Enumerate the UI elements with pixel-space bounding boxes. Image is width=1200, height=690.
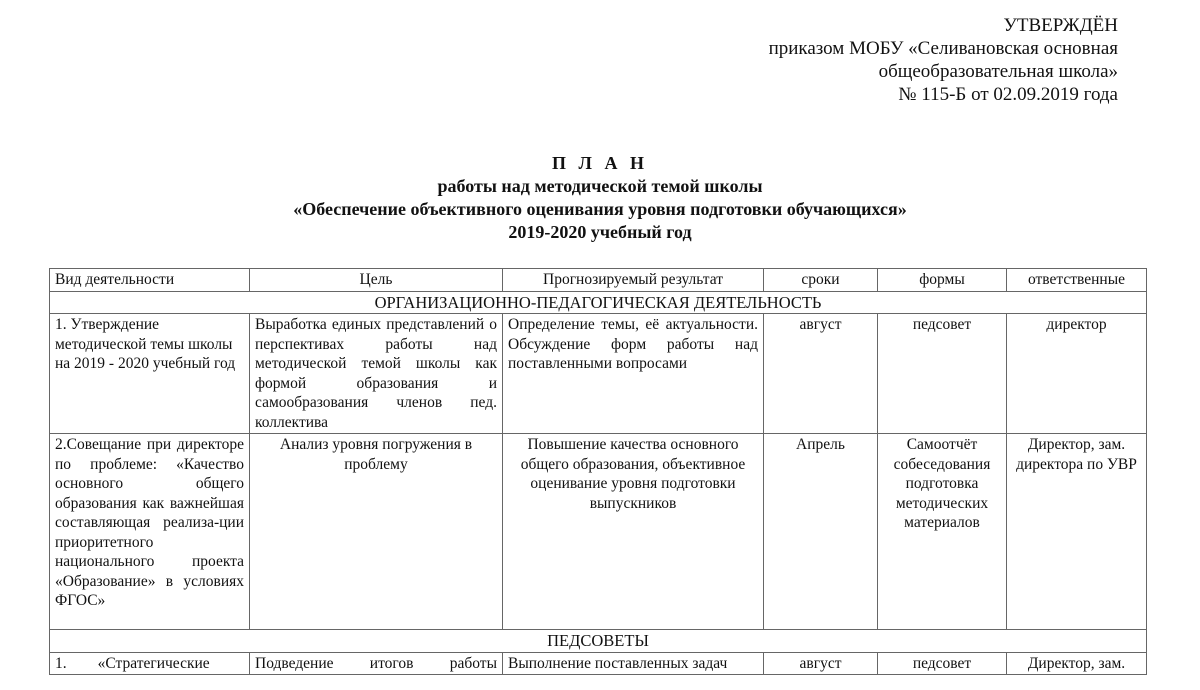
cell-goal: Анализ уровня погружения в проблему <box>250 434 503 630</box>
title-theme: «Обеспечение объективного оценивания уровня подготовки обучающихся» <box>293 199 907 219</box>
cell-responsible: директор <box>1007 314 1147 434</box>
approval-line-3: общеобразовательная школа» <box>878 61 1118 82</box>
title-plan: П Л А Н <box>552 153 648 173</box>
section-row <box>50 630 1147 653</box>
cell-term: Апрель <box>764 434 878 630</box>
approval-stamp <box>769 14 1118 106</box>
approval-line-4: № 115-Б от 02.09.2019 года <box>898 84 1118 105</box>
cell-responsible: Директор, зам. директора по УВР <box>1007 434 1147 630</box>
cell-result: Определение темы, её актуальности. Обсуждение форм работы над поставленными вопросами <box>503 314 764 434</box>
approval-line-1: УТВЕРЖДЁН <box>1003 15 1118 36</box>
cell-form: педсовет <box>878 314 1007 434</box>
title-year: 2019-2020 учебный год <box>508 222 692 242</box>
table-row <box>50 434 1147 630</box>
cell-activity: 1. Утверждение методической темы школы на 2019 - 2020 учебный год <box>50 314 250 434</box>
cell-form: Самоотчёт собеседования подготовка методических материалов <box>878 434 1007 630</box>
section-row <box>50 291 1147 314</box>
header-result: Прогнозируемый результат <box>503 269 764 292</box>
cell-activity: 1. «Стратегические <box>50 652 250 675</box>
cell-goal: Выработка единых представлений о перспективах работы над методической темой школы как формой образования и самообразования членов пед. коллектива <box>250 314 503 434</box>
title-subtitle: работы над методической темой школы <box>437 176 763 196</box>
cell-term: август <box>764 652 878 675</box>
plan-table <box>49 268 1147 675</box>
header-goal: Цель <box>250 269 503 292</box>
table-row <box>50 314 1147 434</box>
table-header-row <box>50 269 1147 292</box>
header-term: сроки <box>764 269 878 292</box>
cell-result: Выполнение поставленных задач <box>503 652 764 675</box>
header-responsible: ответственные <box>1007 269 1147 292</box>
cell-term: август <box>764 314 878 434</box>
cell-activity: 2.Совещание при директоре по проблеме: «Качество основного общего образования как важнейшая составляющая реализа-ции приоритетного национального проекта «Образование» в условиях ФГОС» <box>50 434 250 630</box>
document-title <box>0 152 1200 244</box>
table-row <box>50 652 1147 675</box>
header-activity: Вид деятельности <box>50 269 250 292</box>
cell-form: педсовет <box>878 652 1007 675</box>
approval-line-2: приказом МОБУ «Селивановская основная <box>768 38 1118 59</box>
cell-result: Повышение качества основного общего образования, объективное оценивание уровня подготовки выпускников <box>503 434 764 630</box>
section-title-pedsovety: ПЕДСОВЕТЫ <box>50 630 1147 653</box>
cell-goal: Подведение итогов работы <box>250 652 503 675</box>
header-form: формы <box>878 269 1007 292</box>
cell-responsible: Директор, зам. <box>1007 652 1147 675</box>
section-title-organizational: ОРГАНИЗАЦИОННО-ПЕДАГОГИЧЕСКАЯ ДЕЯТЕЛЬНОСТЬ <box>50 291 1147 314</box>
